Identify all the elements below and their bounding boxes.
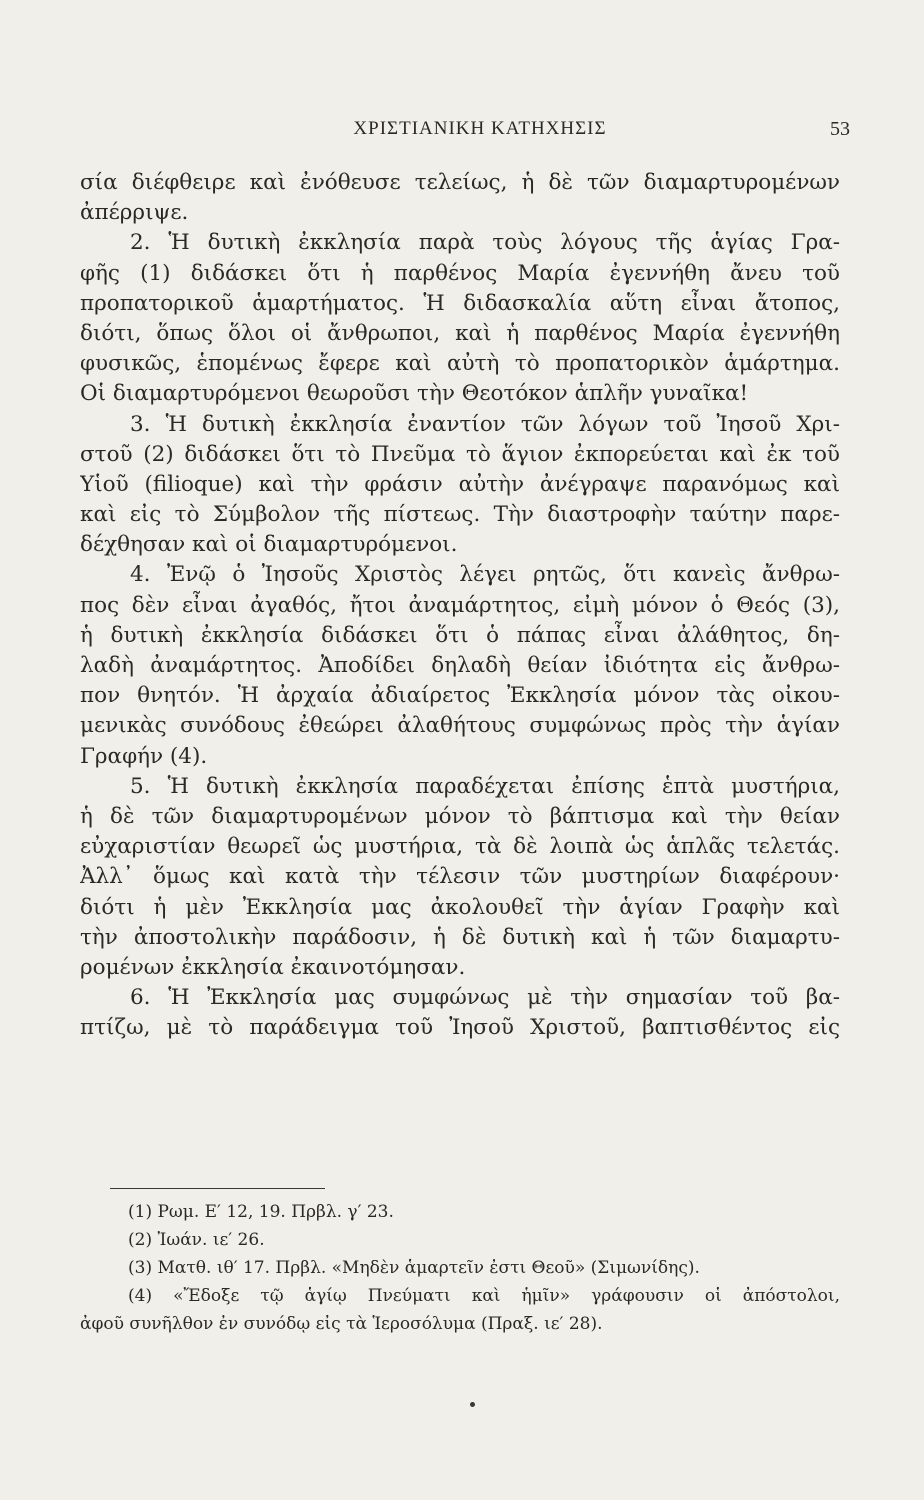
text-line: φυσικῶς, ἑπομένως ἔφερε καὶ αὐτὴ τὸ προπατορικὸν ἁμάρτημα. [80,351,840,377]
text-line: ρομένων ἐκκλησία ἐκαινοτόμησαν. [80,954,466,980]
text-line: δέχθησαν καὶ οἱ διαμαρτυρόμενοι. [80,532,458,558]
ink-dot [470,1402,475,1407]
footnote-4-continuation: ἀφοῦ συνῆλθον ἐν συνόδῳ εἰς τὰ Ἱεροσόλυμα (Πραξ. ιε′ 28). [80,1314,603,1334]
text-line: πτίζω, μὲ τὸ παράδειγμα τοῦ Ἰησοῦ Χριστοῦ, βαπτισθέντος εἰς [80,1015,840,1041]
text-line: ἀπέρριψε. [80,200,189,226]
text-line: λαδὴ ἀναμάρτητος. Ἀποδίδει δηλαδὴ θείαν ἰδιότητα εἰς ἄνθρω- [80,653,840,678]
paragraph-5-start: 5. Ἡ δυτικὴ ἐκκλησία παραδέχεται ἐπίσης ἑπτὰ μυστήρια, [130,773,840,799]
footnote-4: (4) «Ἔδοξε τῷ ἁγίῳ Πνεύματι καὶ ἡμῖν» γράφουσιν οἱ ἀπόστολοι, [128,1286,840,1306]
text-line: ἡ δυτικὴ ἐκκλησία διδάσκει ὅτι ὁ πάπας εἶναι ἀλάθητος, δη- [80,622,840,648]
text-line: Υἱοῦ (filioque) καὶ τὴν φράσιν αὐτὴν ἀνέγραψε παρανόμως καὶ [80,471,840,497]
text-line: ἡ δὲ τῶν διαμαρτυρομένων μόνον τὸ βάπτισμα καὶ τὴν θείαν [80,803,840,829]
text-line: πος δὲν εἶναι ἀγαθός, ἤτοι ἀναμάρτητος, εἰμὴ μόνον ὁ Θεός (3), [80,592,840,618]
text-line: φῆς (1) διδάσκει ὅτι ἡ παρθένος Μαρία ἐγεννήθη ἄνευ τοῦ [80,260,840,286]
paragraph-2-start: 2. Ἡ δυτικὴ ἐκκλησία παρὰ τοὺς λόγους τῆς ἁγίας Γρα- [130,230,840,256]
text-line: Γραφήν (4). [80,743,208,769]
text-line: εὐχαριστίαν θεωρεῖ ὡς μυστήρια, τὰ δὲ λοιπὰ ὡς ἁπλᾶς τελετάς. [80,834,840,860]
text-line: Οἱ διαμαρτυρόμενοι θεωροῦσι τὴν Θεοτόκον ἁπλῆν γυναῖκα! [80,381,749,407]
text-line: σία διέφθειρε καὶ ἐνόθευσε τελείως, ἡ δὲ τῶν διαμαρτυρομένων [80,170,840,195]
footnote-2: (2) Ἰωάν. ιε′ 26. [128,1230,265,1250]
text-line: διότι ἡ μὲν Ἐκκλησία μας ἀκολουθεῖ τὴν ἁγίαν Γραφὴν καὶ [80,894,840,920]
footnote-3: (3) Ματθ. ιθ′ 17. Πρβλ. «Μηδὲν ἁμαρτεῖν ἐστι Θεοῦ» (Σιμωνίδης). [128,1258,700,1278]
text-line: στοῦ (2) διδάσκει ὅτι τὸ Πνεῦμα τὸ ἅγιον ἐκπορεύεται καὶ ἐκ τοῦ [80,441,840,467]
text-line: προπατορικοῦ ἁμαρτήματος. Ἡ διδασκαλία αὕτη εἶναι ἄτοπος, [80,290,840,316]
text-line: καὶ εἰς τὸ Σύμβολον τῆς πίστεως. Τὴν διαστροφὴν ταύτην παρε- [80,502,840,528]
text-line: τὴν ἀποστολικὴν παράδοσιν, ἡ δὲ δυτικὴ καὶ ἡ τῶν διαμαρτυ- [80,924,840,950]
running-title: ΧΡΙΣΤΙΑΝΙΚΗ ΚΑΤΗΧΗΣΙΣ [353,118,607,139]
text-line: μενικὰς συνόδους ἐθεώρει ἀλαθήτους συμφώνως πρὸς τὴν ἁγίαν [80,713,840,739]
footnotes [80,1198,840,1338]
paragraph-6-start: 6. Ἡ Ἐκκλησία μας συμφώνως μὲ τὴν σημασίαν τοῦ βα- [130,985,840,1011]
body-text [80,168,840,1043]
page-number: 53 [830,118,850,140]
paragraph-4-start: 4. Ἐνῷ ὁ Ἰησοῦς Χριστὸς λέγει ρητῶς, ὅτι κανεὶς ἄνθρω- [130,562,840,588]
text-line: διότι, ὅπως ὅλοι οἱ ἄνθρωποι, καὶ ἡ παρθένος Μαρία ἐγεννήθη [80,320,840,346]
footnote-divider [110,1188,325,1189]
text-line: πον θνητόν. Ἡ ἀρχαία ἀδιαίρετος Ἐκκλησία μόνον τὰς οἰκου- [80,683,840,709]
text-line: Ἀλλ᾽ ὅμως καὶ κατὰ τὴν τέλεσιν τῶν μυστηρίων διαφέρουν· [80,864,840,890]
footnote-1: (1) Ρωμ. Ε′ 12, 19. Πρβλ. γ′ 23. [128,1202,394,1222]
paragraph-3-start: 3. Ἡ δυτικὴ ἐκκλησία ἐναντίον τῶν λόγων τοῦ Ἰησοῦ Χρι- [130,411,840,437]
page-header [110,118,850,148]
